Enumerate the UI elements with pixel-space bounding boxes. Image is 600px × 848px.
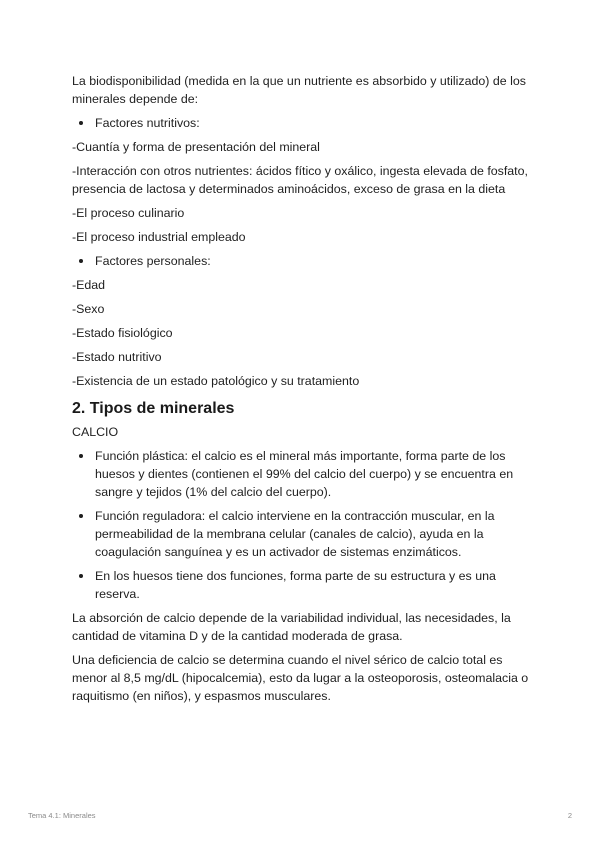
personal-item: -Estado fisiológico (72, 326, 173, 340)
personal-factors-list (72, 252, 532, 270)
calcium-bullet: Función plástica: el calcio es el mineral más importante, forma parte de los huesos y dientes (contienen el 99% del calcio del cuerpo) y se encuentra en sangre y tejidos (1% del calcio del cuerpo). (72, 447, 532, 501)
nutritional-item: -Cuantía y forma de presentación del mineral (72, 140, 320, 154)
nutritional-factors-heading: Factores nutritivos: (72, 114, 532, 132)
nutritional-item: -El proceso culinario (72, 206, 185, 220)
page-number: 2 (567, 811, 572, 820)
page-content (72, 72, 532, 711)
subsection-title: CALCIO (72, 425, 119, 439)
nutritional-item: -Interacción con otros nutrientes: ácidos fítico y oxálico, ingesta elevada de fosfato, presencia de lactosa y determinados aminoácidos, exceso de grasa en la dieta (72, 164, 528, 196)
footer-title: Tema 4.1: Minerales (28, 811, 96, 820)
absorption-paragraph: La absorción de calcio depende de la variabilidad individual, las necesidades, la cantidad de vitamina D y de la cantidad moderada de grasa. (72, 611, 511, 643)
deficiency-paragraph: Una deficiencia de calcio se determina cuando el nivel sérico de calcio total es menor al 8,5 mg/dL (hipocalcemia), esto da lugar a la osteoporosis, osteomalacia o raquitismo (en niños), y espasmos musculares. (72, 653, 529, 703)
personal-item: -Estado nutritivo (72, 350, 162, 364)
intro-paragraph: La biodisponibilidad (medida en la que un nutriente es absorbido y utilizado) de los minerales depende de: (72, 74, 526, 106)
personal-factors-heading: Factores personales: (72, 252, 532, 270)
section-title: 2. Tipos de minerales (72, 400, 235, 417)
personal-item: -Existencia de un estado patológico y su tratamiento (72, 374, 360, 388)
nutritional-item: -El proceso industrial empleado (72, 230, 246, 244)
nutritional-factors-list (72, 114, 532, 132)
calcium-bullet: Función reguladora: el calcio interviene en la contracción muscular, en la permeabilidad de la membrana celular (canales de calcio), ayuda en la coagulación sanguínea y es un activador de sistemas enzimáticos. (72, 507, 532, 561)
personal-item: -Edad (72, 278, 106, 292)
personal-item: -Sexo (72, 302, 105, 316)
calcium-bullet: En los huesos tiene dos funciones, forma parte de su estructura y es una reserva. (72, 567, 532, 603)
calcium-functions-list (72, 447, 532, 603)
